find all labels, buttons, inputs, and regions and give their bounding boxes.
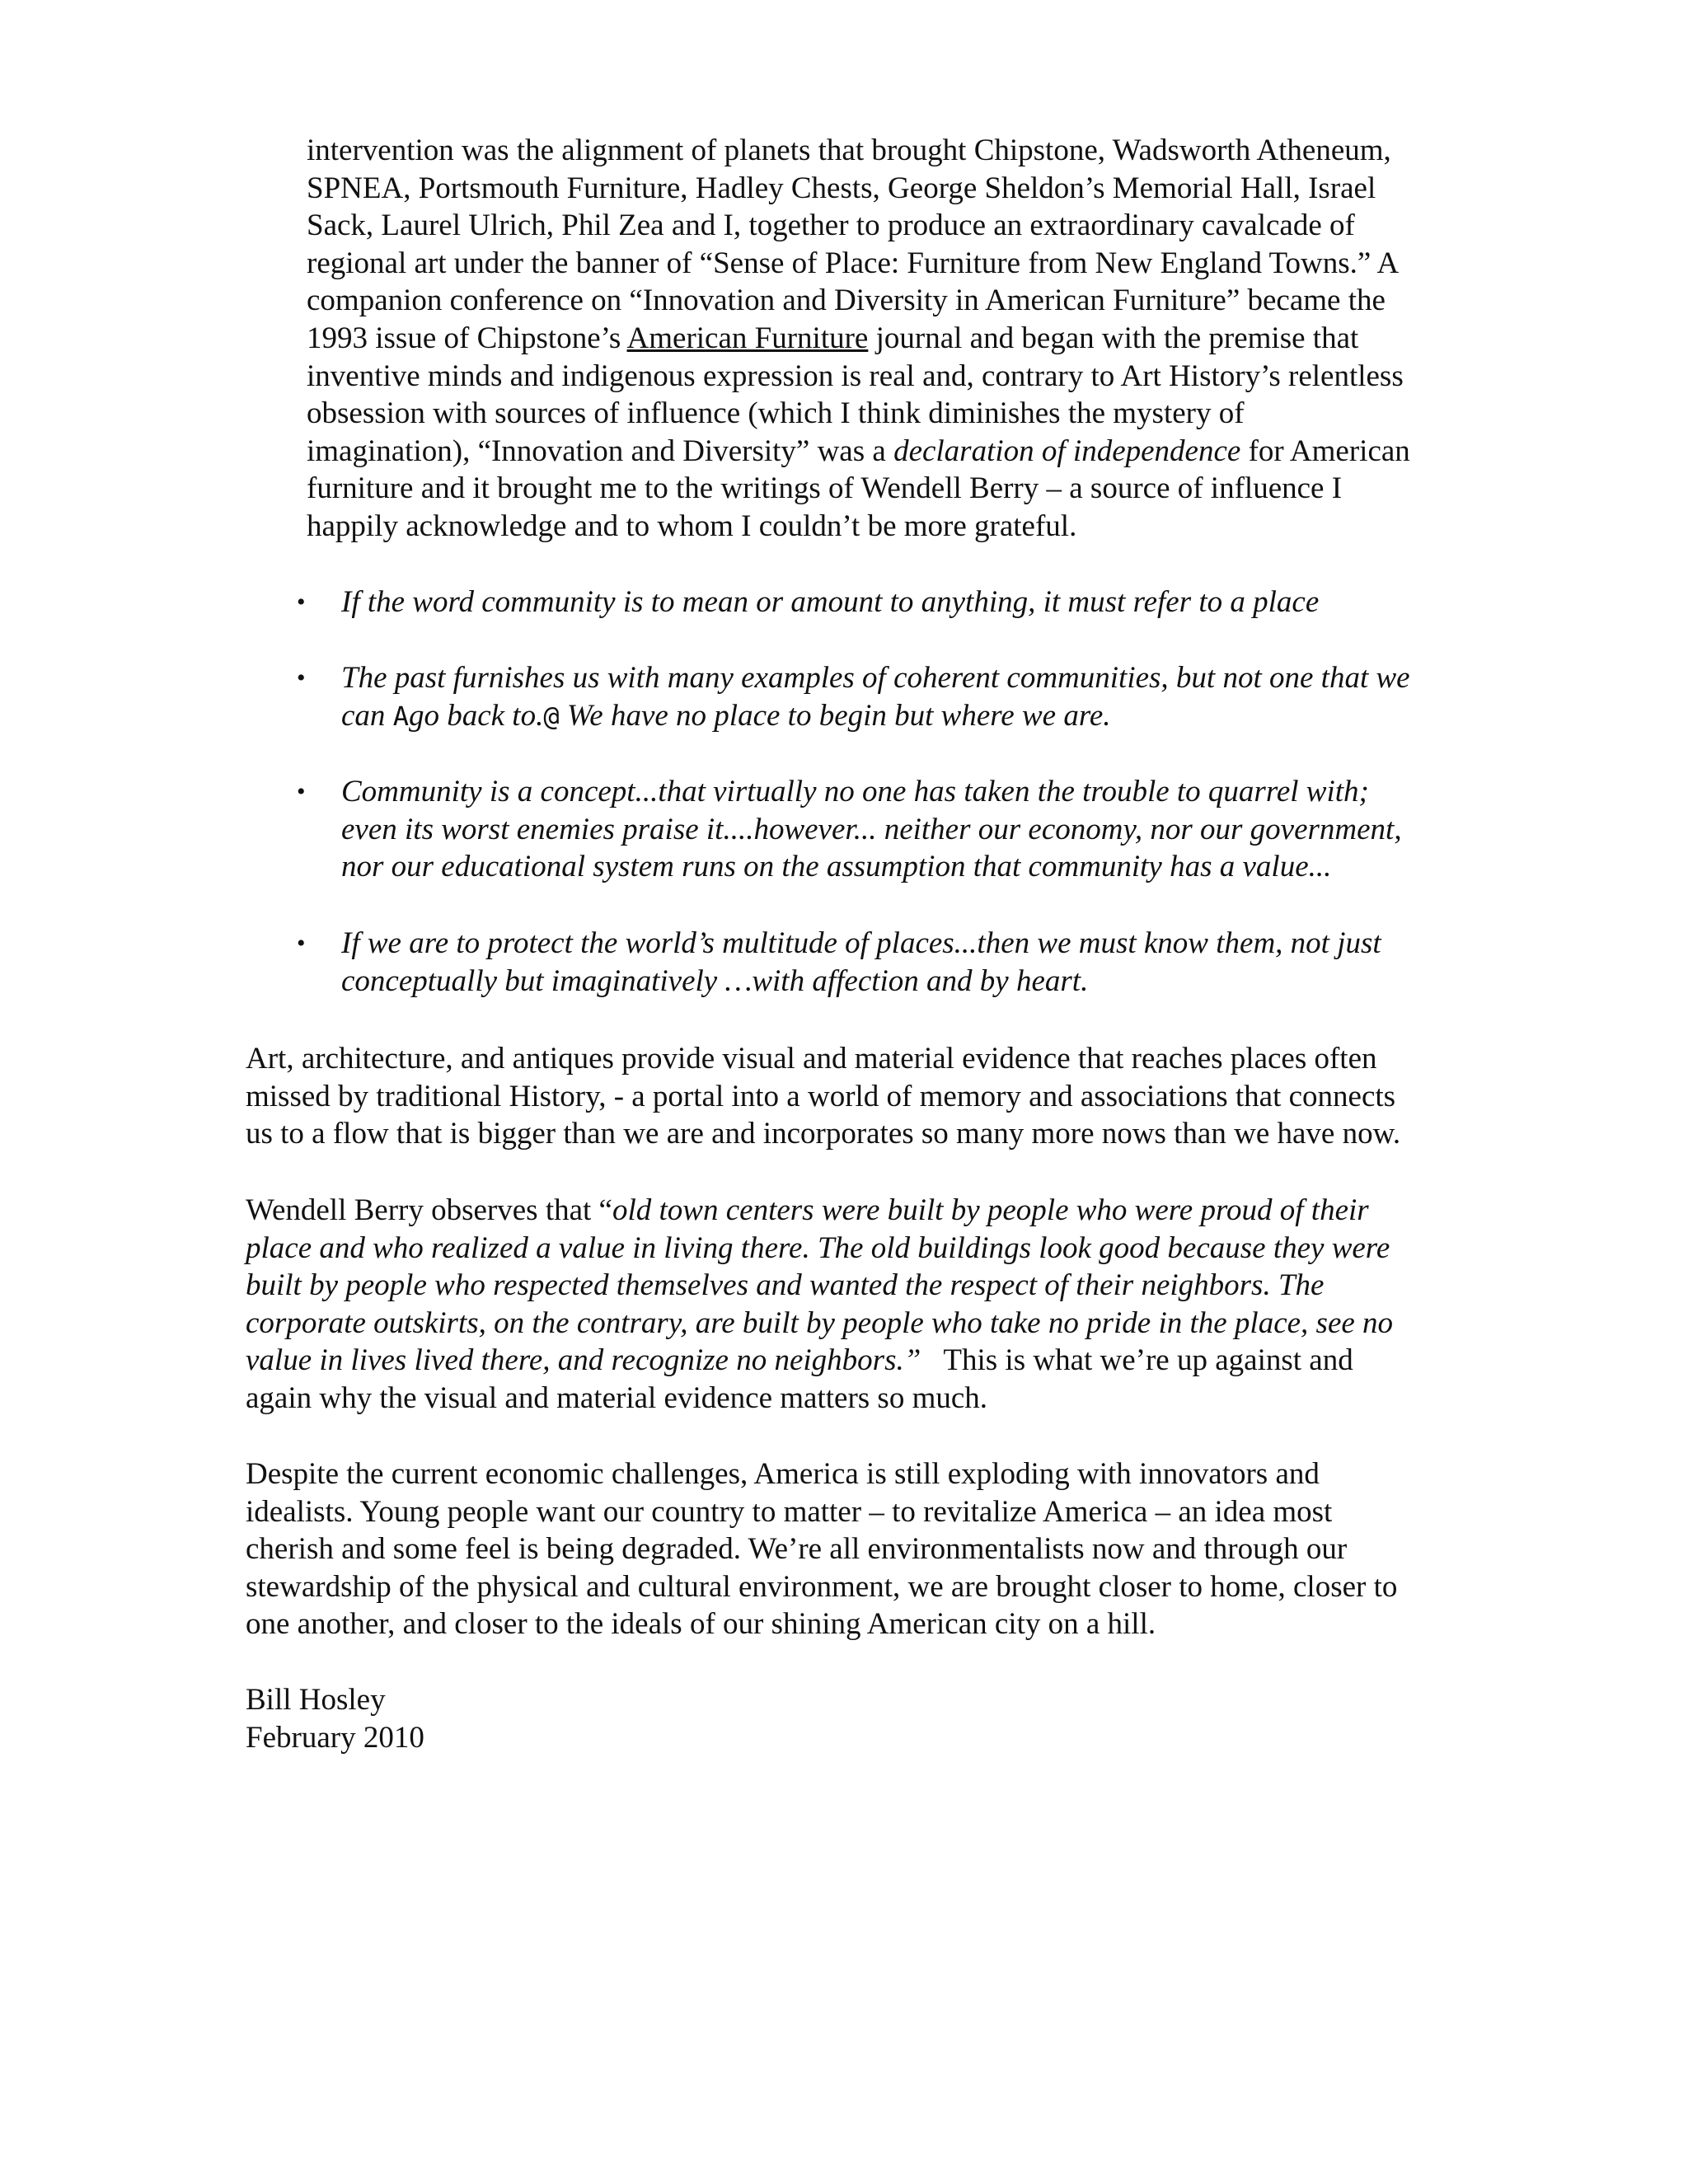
glyph-artifact: A (392, 700, 409, 732)
text-run: We have no place to begin but where we are. (559, 698, 1111, 733)
glyph-artifact: @ (543, 700, 560, 732)
bullet-icon: • (297, 930, 306, 957)
quote-text (341, 659, 1508, 735)
quote-text (341, 773, 1508, 886)
quote-text: old town centers were built by people who were proud of their (612, 1193, 1369, 1227)
text-line: us to a flow that is bigger than we are and incorporates so many more nows than we have now. (246, 1117, 1401, 1151)
text-run: imagination), “Innovation and Diversity” was a (307, 434, 894, 468)
quote-line: built by people who respected themselves and wanted the respect of their neighbors. The (246, 1268, 1325, 1303)
text-line (307, 433, 1502, 471)
text-line: Despite the current economic challenges, America is still exploding with innovators and (246, 1457, 1320, 1491)
text-line: idealists. Young people want our country to matter – to revitalize America – an idea most (246, 1494, 1333, 1529)
text-line: even its worst enemies praise it....however... neither our economy, nor our government, (341, 812, 1402, 846)
text-run: for American (1240, 434, 1410, 468)
quote-line: place and who realized a value in living there. The old buildings look good because they were (246, 1230, 1390, 1265)
text-line (341, 697, 1508, 736)
text-run: This is what we’re up against and (921, 1343, 1353, 1378)
text-line: If we are to protect the world’s multitude of places...then we must know them, not just (341, 926, 1381, 960)
text-line: Sack, Laurel Ulrich, Phil Zea and I, together to produce an extraordinary cavalcade of (307, 209, 1355, 243)
text-line: missed by traditional History, - a portal into a world of memory and associations that connects (246, 1079, 1396, 1113)
author-name: Bill Hosley (246, 1683, 386, 1717)
text-line: furniture and it brought me to the writings of Wendell Berry – a source of influence I (307, 471, 1343, 506)
text-line: obsession with sources of influence (which I think diminishes the mystery of (307, 396, 1245, 431)
text-run: can (341, 698, 393, 733)
text-run: go back to. (408, 698, 544, 733)
text-run: 1993 issue of Chipstone’s (307, 321, 627, 355)
text-line: SPNEA, Portsmouth Furniture, Hadley Chests, George Sheldon’s Memorial Hall, Israel (307, 171, 1376, 205)
text-line: again why the visual and material evidence matters so much. (246, 1380, 988, 1415)
text-line: conceptually but imaginatively …with affection and by heart. (341, 963, 1089, 998)
text-line: inventive minds and indigenous expression is real and, contrary to Art History’s relentless (307, 359, 1404, 393)
quote-text: value in lives lived there, and recognize no neighbors.” (246, 1343, 921, 1378)
emphasis-text: declaration of independence (893, 434, 1241, 468)
text-line: cherish and some feel is being degraded. We’re all environmentalists now and through our (246, 1532, 1348, 1567)
text-line (246, 1192, 1507, 1230)
journal-title: American Furniture (626, 321, 869, 355)
quote-text (341, 925, 1508, 1000)
text-line: one another, and closer to the ideals of our shining American city on a hill. (246, 1607, 1156, 1642)
text-line: intervention was the alignment of planets that brought Chipstone, Wadsworth Atheneum, (307, 134, 1391, 167)
bullet-icon: • (297, 778, 306, 805)
text-line: If the word community is to mean or amount to anything, it must refer to a place (341, 585, 1320, 619)
text-line: Community is a concept...that virtually no one has taken the trouble to quarrel with; (341, 775, 1369, 808)
quote-text (341, 583, 1508, 621)
bullet-icon: • (297, 588, 306, 616)
despite-paragraph (246, 1455, 1507, 1643)
text-line: happily acknowledge and to whom I couldn’t be more grateful. (307, 509, 1077, 543)
text-line: stewardship of the physical and cultural environment, we are brought closer to home, closer to (246, 1569, 1398, 1604)
text-line: companion conference on “Innovation and Diversity in American Furniture” became the (307, 284, 1386, 318)
text-run: journal and began with the premise that (868, 321, 1359, 355)
text-run: Wendell Berry observes that “ (246, 1193, 612, 1227)
text-line: Art, architecture, and antiques provide visual and material evidence that reaches places often (246, 1042, 1377, 1076)
berry-paragraph (246, 1192, 1507, 1418)
text-line (307, 320, 1502, 358)
signature-date: February 2010 (246, 1720, 424, 1755)
text-line: The past furnishes us with many examples of coherent communities, but not one that we (341, 661, 1410, 695)
text-line: regional art under the banner of “Sense of Place: Furniture from New England Towns.” A (307, 246, 1400, 280)
signature-block (246, 1681, 1507, 1756)
text-line (246, 1342, 1507, 1380)
art-paragraph (246, 1040, 1507, 1153)
bullet-icon: • (297, 664, 306, 691)
text-line: nor our educational system runs on the assumption that community has a value... (341, 850, 1332, 884)
intro-paragraph (307, 132, 1502, 546)
quote-line: corporate outskirts, on the contrary, are built by people who take no pride in the place, see no (246, 1305, 1394, 1340)
